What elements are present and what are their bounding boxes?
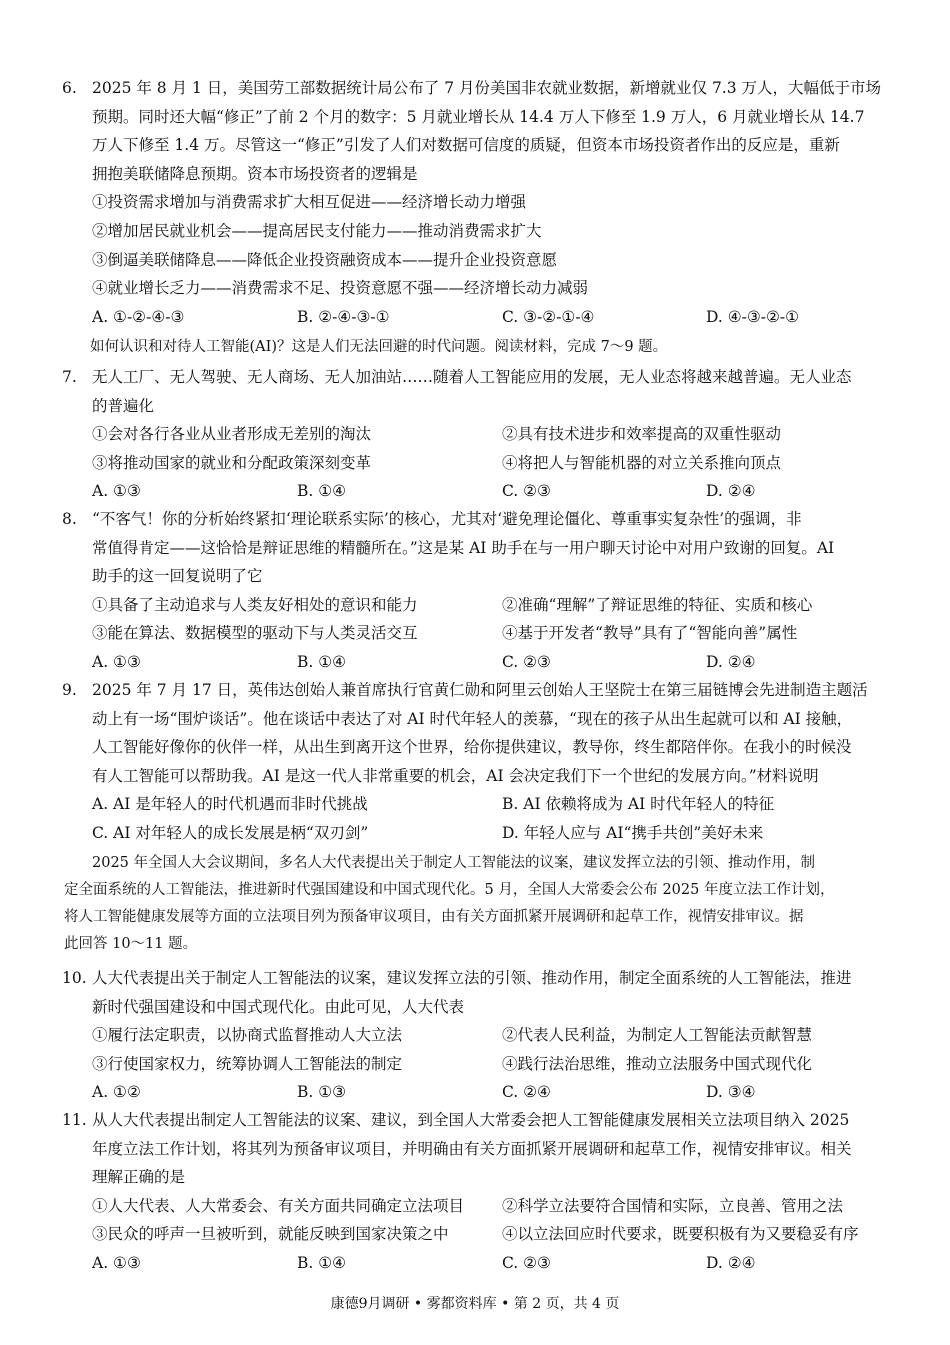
question-number: 8.	[62, 510, 77, 528]
option-a[interactable]: A. ①-②-④-③	[92, 307, 185, 326]
option-d[interactable]: D. ②④	[706, 482, 756, 501]
intro-line: 将人工智能健康发展等方面的立法项目列为预备审议项目，由有关方面抓紧开展调研和起草工作，视情安排审议。据	[64, 909, 804, 925]
answer-options	[92, 1078, 892, 1107]
question-7	[62, 363, 892, 506]
question-stem-line: 常值得肯定——这恰恰是辩证思维的精髓所在。”这是某 AI 助手在与一用户聊天讨论中对用户致谢的回复。AI	[92, 538, 835, 557]
question-6	[62, 74, 892, 331]
question-8	[62, 505, 892, 677]
statement: ①具备了主动追求与人类友好相处的意识和能力	[92, 595, 418, 614]
statement: ②增加居民就业机会——提高居民支付能力——推动消费需求扩大	[92, 221, 542, 240]
statement-row	[92, 591, 892, 620]
question-stem-line: 年度立法工作计划，将其列为预备审议项目，并明确由有关方面抓紧开展调研和起草工作，视情安排审议。相关	[92, 1139, 852, 1158]
question-stem-line: 的普遍化	[92, 396, 155, 415]
option-d[interactable]: D. ②④	[706, 652, 756, 671]
question-stem-line: 助手的这一回复说明了它	[92, 567, 263, 586]
option-a[interactable]: A. ①③	[92, 1253, 141, 1272]
question-stem-line: 2025 年 8 月 1 日，美国劳工部数据统计局公布了 7 月份美国非农就业数据，新增就业仅 7.3 万人，大幅低于市场	[92, 79, 882, 97]
intro-line: 2025 年全国人大会议期间，多名人大代表提出关于制定人工智能法的议案，建议发挥立法的引领、推动作用，制	[92, 855, 816, 871]
question-stem-line: 新时代强国建设和中国式现代化。由此可见，人大代表	[92, 997, 465, 1016]
question-stem-line: 万人下修至 1.4 万。尽管这一“修正”引发了人们对数据可信度的质疑，但资本市场投资者作出的反应是，重新	[92, 136, 840, 155]
statement: ③倒逼美联储降息——降低企业投资融资成本——提升企业投资意愿	[92, 250, 558, 269]
statement: ④将把人与智能机器的对立关系推向顶点	[502, 453, 782, 472]
question-stem-line: 无人工厂、无人驾驶、无人商场、无人加油站……随着人工智能应用的发展，无人业态将越来越普遍。无人业态	[92, 368, 852, 386]
intro-line: 此回答 10～11 题。	[64, 936, 198, 952]
question-stem-line: 拥抱美联储降息预期。资本市场投资者的逻辑是	[92, 164, 418, 183]
question-stem-line: “不客气！你的分析始终紧扣‘理论联系实际’的核心，尤其对‘避免理论僵化、尊重事实复杂性’的强调，非	[92, 510, 802, 528]
option-b[interactable]: B. ①④	[297, 1253, 347, 1272]
question-number: 6.	[62, 79, 77, 97]
option-c[interactable]: C. ②③	[502, 482, 551, 501]
question-10	[62, 964, 892, 1107]
answer-options	[92, 648, 892, 677]
statement-row	[92, 1220, 892, 1249]
material-intro	[90, 334, 890, 361]
option-b[interactable]: B. AI 依赖将成为 AI 时代年轻人的特征	[502, 795, 775, 814]
statement: ②具有技术进步和效率提高的双重性驱动	[502, 425, 782, 444]
question-stem-line: 预期。同时还大幅“修正”了前 2 个月的数字：5 月就业增长从 14.4 万人下修至 1.9 万人，6 月就业增长从 14.7	[92, 107, 865, 126]
statement: ②代表人民利益，为制定人工智能法贡献智慧	[502, 1026, 813, 1045]
statement: ①履行法定职责，以协商式监督推动人大立法	[92, 1026, 403, 1045]
option-c[interactable]: C. ②③	[502, 652, 551, 671]
option-b[interactable]: B. ①④	[297, 482, 347, 501]
statement: ④践行法治思维，推动立法服务中国式现代化	[502, 1054, 813, 1073]
statement-row	[92, 449, 892, 478]
statement: ③行使国家权力，统筹协调人工智能法的制定	[92, 1054, 403, 1073]
statement: ③能在算法、数据模型的驱动下与人类灵活交互	[92, 624, 418, 643]
statement: ①人大代表、人大常委会、有关方面共同确定立法项目	[92, 1196, 465, 1215]
intro-line: 如何认识和对待人工智能(AI)？这是人们无法回避的时代问题。阅读材料，完成 7～9 题。	[90, 339, 668, 355]
question-number: 11.	[62, 1111, 87, 1129]
option-c[interactable]: C. ②④	[502, 1083, 551, 1102]
statement: ①会对各行各业从业者形成无差别的淘汰	[92, 425, 372, 444]
statement-row	[92, 1050, 892, 1079]
question-stem-line: 有人工智能可以帮助我。AI 是这一代人非常重要的机会，AI 会决定我们下一个世纪的发展方向。”材料说明	[92, 766, 819, 785]
option-c[interactable]: C. AI 对年轻人的成长发展是柄“双刃剑”	[92, 823, 369, 842]
option-c[interactable]: C. ②③	[502, 1253, 551, 1272]
option-a[interactable]: A. ①②	[92, 1083, 141, 1102]
option-d[interactable]: D. ③④	[706, 1083, 756, 1102]
statement: ②科学立法要符合国情和实际，立良善、管用之法	[502, 1196, 844, 1215]
question-number: 7.	[62, 368, 77, 386]
statement: ③民众的呼声一旦被听到，就能反映到国家决策之中	[92, 1225, 449, 1244]
question-number: 10.	[62, 969, 87, 987]
option-b[interactable]: B. ②-④-③-①	[297, 307, 390, 326]
answer-options	[92, 477, 892, 506]
statement: ④以立法回应时代要求，既要积极有为又要稳妥有序	[502, 1225, 859, 1244]
option-b[interactable]: B. ①③	[297, 1083, 347, 1102]
question-stem-line: 理解正确的是	[92, 1168, 186, 1187]
statement: ③将推动国家的就业和分配政策深刻变革	[92, 453, 372, 472]
statement-row	[92, 619, 892, 648]
statement-row	[92, 1192, 892, 1221]
answer-options	[92, 790, 892, 819]
option-d[interactable]: D. ④-③-②-①	[706, 307, 800, 326]
material-intro	[64, 850, 892, 958]
answer-options	[92, 1249, 892, 1278]
question-stem-line: 人工智能好像你的伙伴一样，从出生到离开这个世界，给你提供建议，教导你，终生都陪伴你。在我小的时候没	[92, 738, 852, 757]
option-a[interactable]: A. ①③	[92, 652, 141, 671]
option-d[interactable]: D. ②④	[706, 1253, 756, 1272]
statement: ④就业增长乏力——消费需求不足、投资意愿不强——经济增长动力减弱	[92, 279, 589, 298]
question-stem-line: 人大代表提出关于制定人工智能法的议案，建议发挥立法的引领、推动作用，制定全面系统的人工智能法，推进	[92, 969, 852, 987]
statement-row	[92, 420, 892, 449]
intro-line: 定全面系统的人工智能法，推进新时代强国建设和中国式现代化。5 月，全国人大常委会公布 2025 年度立法工作计划，	[64, 882, 835, 898]
option-d[interactable]: D. 年轻人应与 AI“携手共创”美好未来	[502, 823, 764, 842]
answer-options	[92, 819, 892, 848]
option-a[interactable]: A. ①③	[92, 482, 141, 501]
question-number: 9.	[62, 681, 77, 699]
question-stem-line: 从人大代表提出制定人工智能法的议案、建议，到全国人大常委会把人工智能健康发展相关立法项目纳入 2025	[92, 1111, 850, 1129]
question-stem-line: 2025 年 7 月 17 日，英伟达创始人兼首席执行官黄仁勋和阿里云创始人王坚院士在第三届链博会先进制造主题活	[92, 681, 868, 699]
option-a[interactable]: A. AI 是年轻人的时代机遇而非时代挑战	[92, 795, 368, 814]
statement: ①投资需求增加与消费需求扩大相互促进——经济增长动力增强	[92, 193, 527, 212]
question-11	[62, 1106, 892, 1278]
statement-row	[92, 1021, 892, 1050]
statement: ②准确“理解”了辩证思维的特征、实质和核心	[502, 595, 813, 614]
question-stem-line: 动上有一场“围炉谈话”。他在谈话中表达了对 AI 时代年轻人的羡慕，“现在的孩子从出生起就可以和 AI 接触，	[92, 709, 853, 728]
answer-options	[92, 303, 892, 332]
option-c[interactable]: C. ③-②-①-④	[502, 307, 595, 326]
page-footer: 康德9月调研 • 雾都资料库 • 第 2 页，共 4 页	[330, 1296, 620, 1312]
question-9	[62, 676, 892, 848]
option-b[interactable]: B. ①④	[297, 652, 347, 671]
statement: ④基于开发者“教导”具有了“智能向善”属性	[502, 624, 798, 643]
